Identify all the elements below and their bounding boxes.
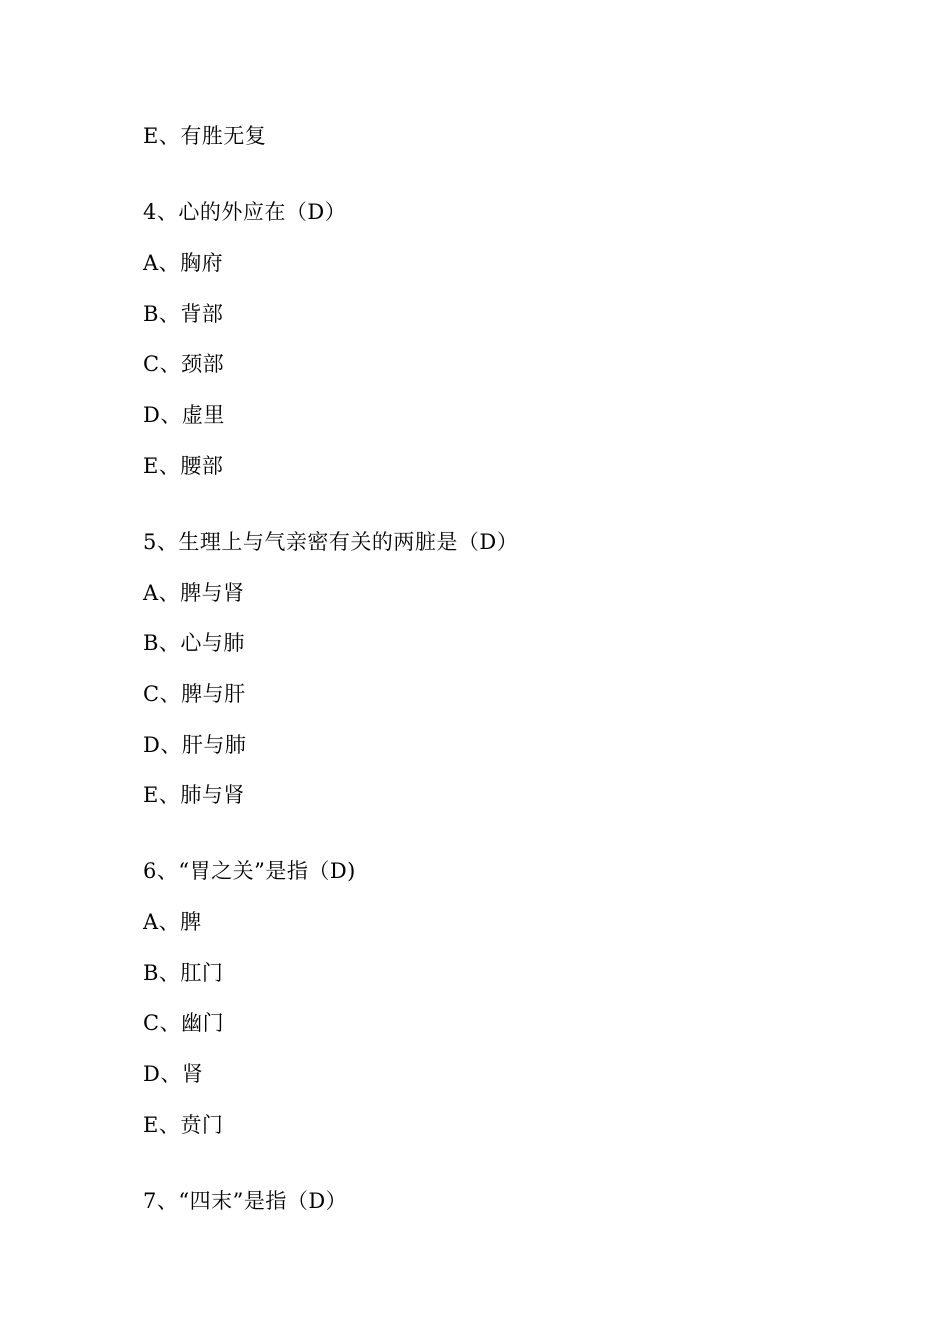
question-6-stem: 6、“胃之关”是指（D)	[143, 859, 356, 883]
question-6-option-d: D、肾	[143, 1062, 204, 1086]
question-6-option-a: A、脾	[143, 910, 202, 934]
question-6-option-c: C、幽门	[143, 1011, 225, 1035]
question-5-option-b: B、心与肺	[143, 631, 245, 655]
question-4-option-a: A、胸府	[143, 251, 224, 275]
question-5-stem: 5、生理上与气亲密有关的两脏是（D）	[143, 530, 519, 554]
question-5-option-c: C、脾与肝	[143, 682, 246, 706]
question-6-option-e: E、贲门	[143, 1113, 224, 1137]
prev-question-option-e: E、有胜无复	[143, 124, 267, 148]
question-5-option-d: D、肝与肺	[143, 733, 247, 757]
question-4-stem: 4、心的外应在（D）	[143, 200, 347, 224]
question-6-option-b: B、肛门	[143, 961, 224, 985]
question-5-option-a: A、脾与肾	[143, 581, 245, 605]
question-4-option-e: E、腰部	[143, 454, 224, 478]
question-5-option-e: E、肺与肾	[143, 783, 245, 807]
question-4-option-d: D、虚里	[143, 403, 225, 427]
question-4-option-c: C、颈部	[143, 352, 225, 376]
question-4-option-b: B、背部	[143, 302, 224, 326]
question-7-stem: 7、“四末”是指（D）	[143, 1189, 348, 1213]
